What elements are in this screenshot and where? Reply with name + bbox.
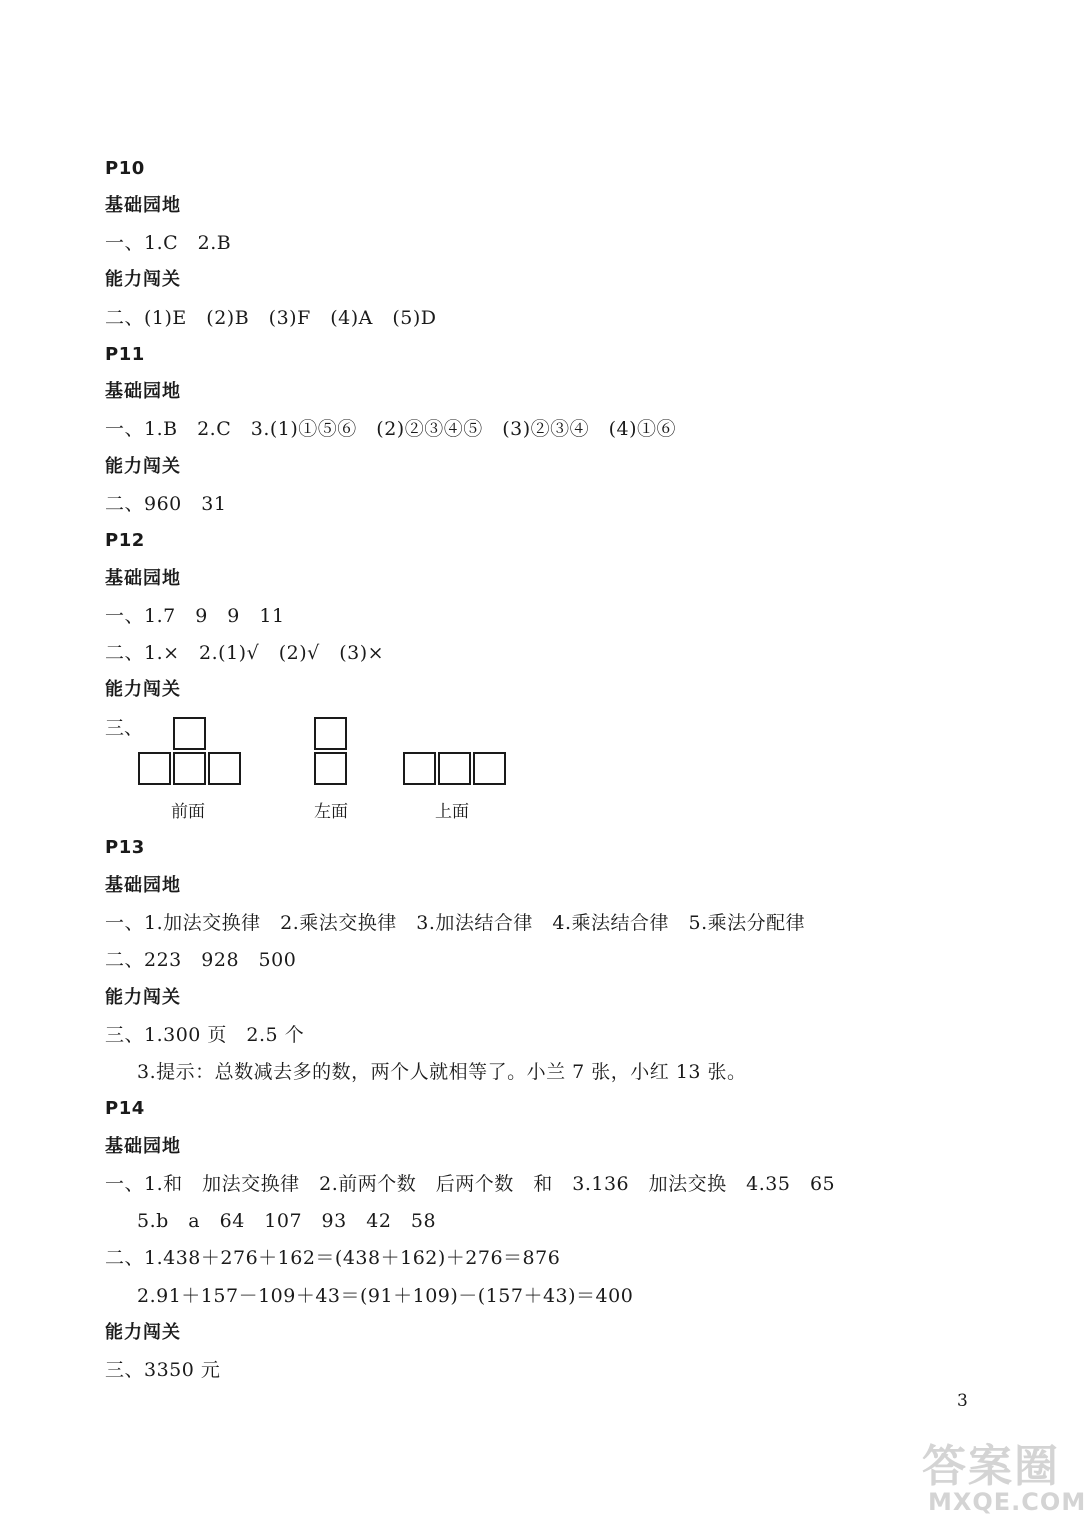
- watermark-text: 答案圈: [922, 1441, 1060, 1492]
- view-cell: [173, 752, 206, 785]
- view-cell: [473, 752, 506, 785]
- section-heading: 基础园地: [105, 875, 181, 896]
- answer-line: 一、1.加法交换律 2.乘法交换律 3.加法结合律 4.乘法结合律 5.乘法分配律: [105, 912, 806, 934]
- front-view: [138, 717, 244, 821]
- view-caption: 左面: [314, 802, 348, 822]
- view-caption: 上面: [435, 802, 469, 822]
- section-heading: 基础园地: [105, 195, 181, 216]
- left-view: [314, 717, 354, 821]
- answer-line: 一、1.7 9 9 11: [105, 605, 285, 627]
- section-heading: 基础园地: [105, 381, 181, 402]
- view-caption: 前面: [171, 802, 205, 822]
- page-heading-p12: P12: [105, 530, 145, 551]
- section-heading: 能力闯关: [105, 987, 181, 1008]
- page-number: 3: [957, 1391, 968, 1411]
- answer-line: 二、1.× 2.(1)√ (2)√ (3)×: [105, 642, 385, 664]
- watermark-logo: [918, 1430, 1087, 1530]
- watermark-url: MXQE.COM: [928, 1488, 1087, 1516]
- view-cell: [173, 717, 206, 750]
- answer-line: 二、1.438＋276＋162＝(438＋162)＋276＝876: [105, 1247, 561, 1269]
- answer-line: 一、1.和 加法交换律 2.前两个数 后两个数 和 3.136 加法交换 4.35 65: [105, 1173, 836, 1195]
- page-heading-p13: P13: [105, 837, 145, 858]
- section-heading: 能力闯关: [105, 456, 181, 477]
- answer-line: 三、3350 元: [105, 1359, 221, 1381]
- page-heading-p11: P11: [105, 344, 145, 365]
- view-cell: [138, 752, 171, 785]
- section-heading: 能力闯关: [105, 1322, 181, 1343]
- page-heading-p14: P14: [105, 1098, 145, 1119]
- answer-line: 一、1.C 2.B: [105, 232, 232, 254]
- top-view: [403, 752, 509, 821]
- answer-line: 二、223 928 500: [105, 949, 297, 971]
- answer-line: 三、1.300 页 2.5 个: [105, 1024, 305, 1046]
- section-heading: 基础园地: [105, 1136, 181, 1157]
- view-cell: [438, 752, 471, 785]
- answer-line: 2.91＋157－109＋43＝(91＋109)－(157＋43)＝400: [137, 1285, 634, 1307]
- page-heading-p10: P10: [105, 158, 145, 179]
- views-question-label: 三、: [105, 717, 144, 739]
- view-cell: [314, 752, 347, 785]
- answer-line: 5.b a 64 107 93 42 58: [137, 1210, 437, 1232]
- answer-line: 二、(1)E (2)B (3)F (4)A (5)D: [105, 307, 437, 329]
- section-heading: 能力闯关: [105, 679, 181, 700]
- section-heading: 基础园地: [105, 568, 181, 589]
- answer-line: 3.提示：总数减去多的数，两个人就相等了。小兰 7 张，小红 13 张。: [137, 1061, 747, 1083]
- view-cell: [208, 752, 241, 785]
- view-cell: [403, 752, 436, 785]
- view-cell: [314, 717, 347, 750]
- answer-line: 二、960 31: [105, 493, 227, 515]
- section-heading: 能力闯关: [105, 269, 181, 290]
- answer-line: 一、1.B 2.C 3.(1)①⑤⑥ (2)②③④⑤ (3)②③④ (4)①⑥: [105, 418, 677, 440]
